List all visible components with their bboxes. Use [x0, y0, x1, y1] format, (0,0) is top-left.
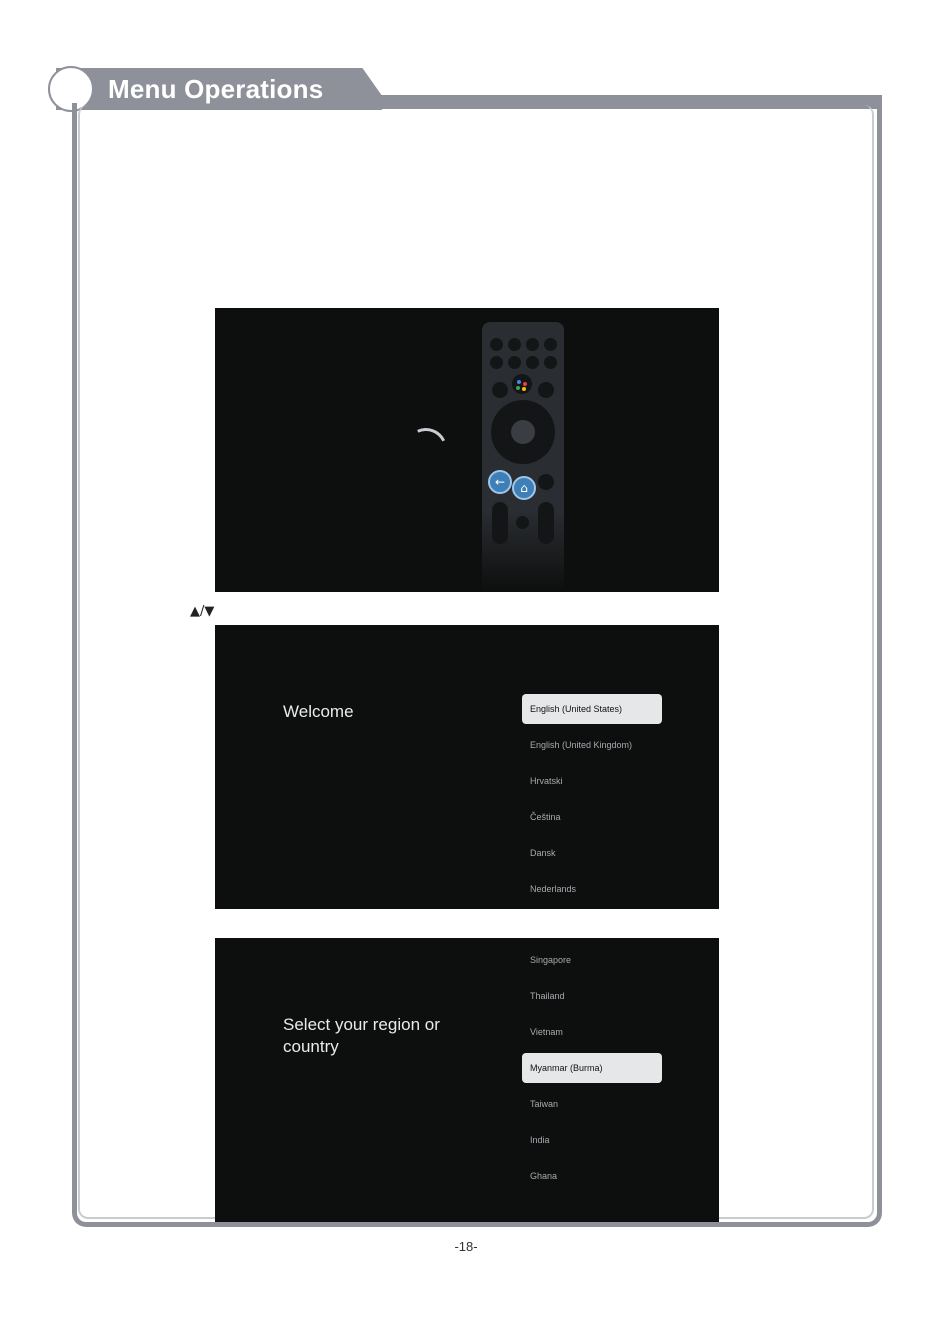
region-item[interactable]: Ghana — [530, 1171, 558, 1181]
remote-button — [508, 338, 521, 351]
remote-button — [544, 338, 557, 351]
page-number: -18- — [454, 1239, 478, 1254]
loading-spinner-icon — [399, 422, 453, 476]
region-title-line1: Select your region or — [283, 1015, 440, 1034]
language-item[interactable]: Dansk — [530, 848, 556, 858]
region-title-line2: country — [283, 1037, 339, 1056]
remote-control-image — [482, 322, 564, 592]
remote-button — [516, 516, 529, 529]
region-item[interactable]: Vietnam — [530, 1027, 563, 1037]
remote-button — [490, 338, 503, 351]
remote-button — [490, 356, 503, 369]
screen-region — [215, 938, 719, 1222]
region-item[interactable]: Taiwan — [530, 1099, 559, 1109]
assistant-dot — [517, 380, 521, 384]
remote-button — [526, 356, 539, 369]
page-title: Menu Operations — [108, 74, 324, 104]
remote-button — [544, 356, 557, 369]
language-item[interactable]: English (United Kingdom) — [530, 740, 633, 750]
region-item[interactable]: Myanmar (Burma) — [522, 1053, 662, 1083]
assistant-button-icon — [512, 374, 532, 394]
language-item[interactable]: Čeština — [530, 812, 561, 822]
region-item[interactable]: India — [530, 1135, 550, 1145]
remote-button — [526, 338, 539, 351]
welcome-title: Welcome — [283, 702, 354, 721]
screen-welcome — [215, 625, 719, 909]
language-item[interactable]: Hrvatski — [530, 776, 563, 786]
home-icon: ⌂ — [512, 476, 536, 500]
language-item[interactable]: English (United States) — [522, 694, 662, 724]
region-title — [283, 1014, 440, 1058]
remote-button — [538, 474, 554, 490]
screen-remote-pairing — [215, 308, 719, 592]
volume-rocker — [492, 502, 508, 544]
remote-button — [508, 356, 521, 369]
remote-button — [538, 382, 554, 398]
assistant-dot — [523, 382, 527, 386]
remote-button — [492, 382, 508, 398]
channel-rocker — [538, 502, 554, 544]
language-item[interactable]: Nederlands — [530, 884, 577, 894]
dpad-center — [511, 420, 535, 444]
assistant-dot — [522, 387, 526, 391]
up-down-hint: ▲/▼ — [190, 604, 215, 619]
region-item[interactable]: Thailand — [530, 991, 565, 1001]
back-arrow-icon: ← — [488, 470, 512, 494]
assistant-dot — [516, 386, 520, 390]
region-item[interactable]: Singapore — [530, 955, 572, 965]
